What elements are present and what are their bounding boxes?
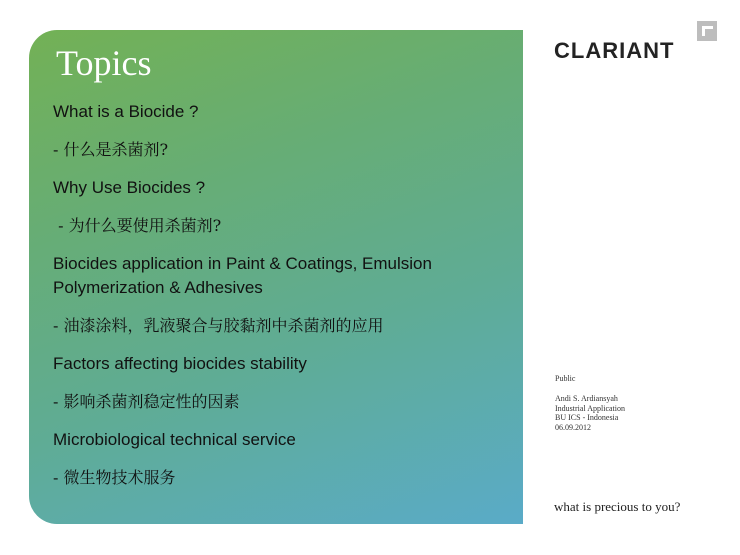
presentation-date: 06.09.2012 [555,422,591,432]
topic-service-en: Microbiological technical service [53,430,296,449]
brand-tagline: what is precious to you? [554,499,681,514]
topic-why-cn: - 为什么要使用杀菌剂? [53,216,222,235]
topic-biocide-cn: - 什么是杀菌剂? [53,140,169,159]
business-unit: BU ICS - Indonesia [555,413,619,422]
slide-title: Topics [56,43,152,83]
topic-application-en-line2: Polymerization & Adhesives [53,278,263,297]
topics-panel [29,30,523,524]
author-department: Industrial Application [555,403,625,413]
topic-application-cn: - 油漆涂料，乳液聚合与胶黏剂中杀菌剂的应用 [53,316,384,335]
topic-application-en-line1: Biocides application in Paint & Coatings, Emulsion [53,254,432,273]
clariant-logo-mark-icon [697,21,717,41]
topic-service-cn: - 微生物技术服务 [53,468,176,487]
topic-biocide-en: What is a Biocide ? [53,102,199,121]
topic-stability-cn: - 影响杀菌剂稳定性的因素 [53,392,240,411]
topic-why-en: Why Use Biocides ? [53,178,206,197]
clariant-logo: CLARIANT [554,38,675,63]
author-name: Andi S. Ardiansyah [555,394,618,403]
topic-stability-en: Factors affecting biocides stability [53,354,307,373]
classification-label: Public [555,374,576,383]
